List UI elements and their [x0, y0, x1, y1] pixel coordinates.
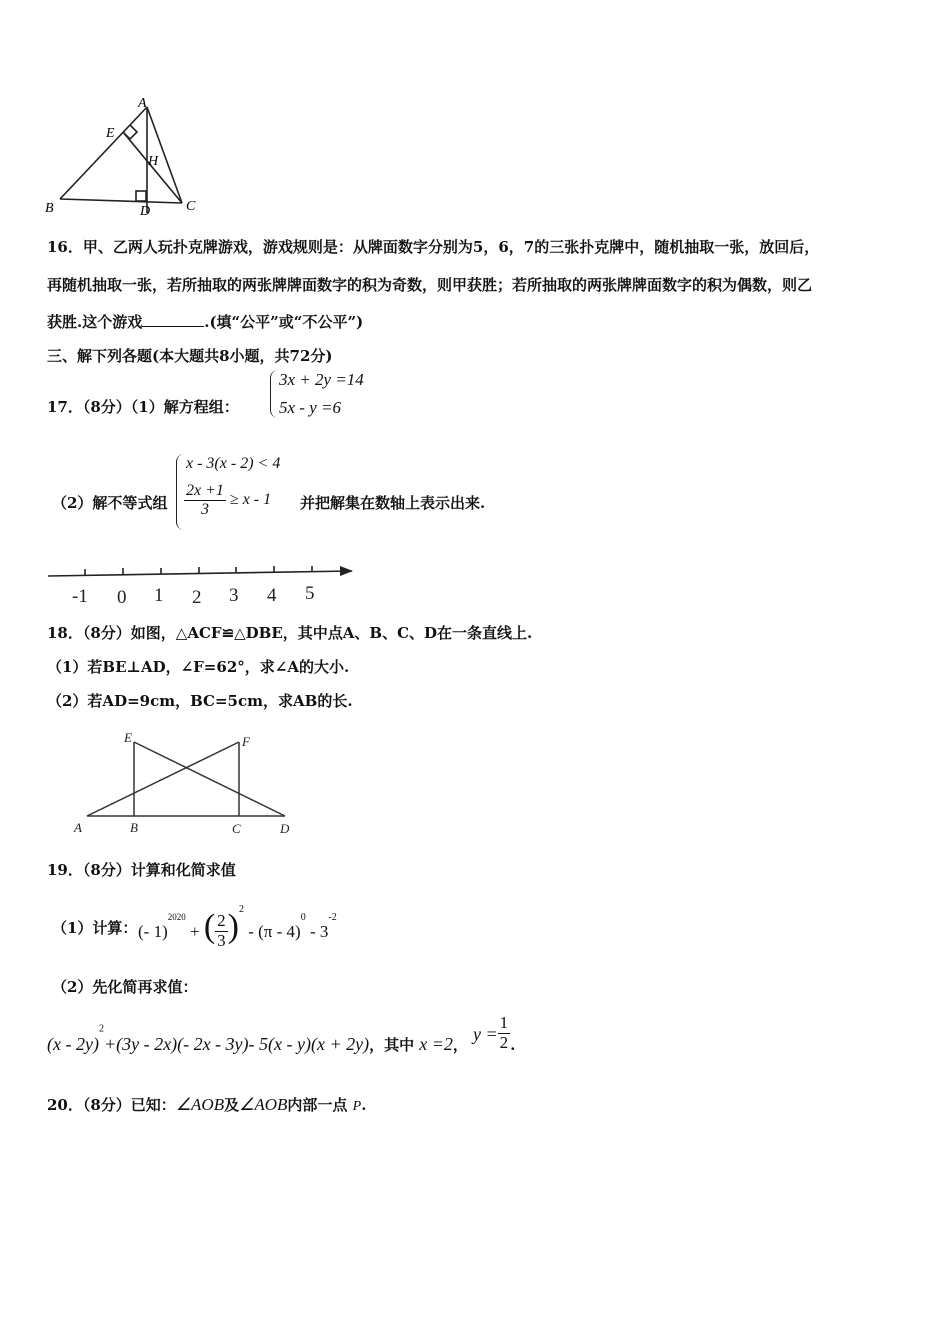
- congruent-triangles-figure: [70, 728, 305, 838]
- q20-angle2: ∠AOB: [239, 1095, 288, 1114]
- axis-label-3: 3: [229, 585, 239, 606]
- label-a: A: [74, 820, 82, 835]
- axis-label-1: 1: [154, 585, 164, 606]
- answer-blank: [142, 326, 204, 327]
- axis-label-0: 0: [117, 587, 127, 608]
- expr1-exp3: 0: [300, 912, 306, 924]
- expr2-comma: ，: [452, 1035, 468, 1054]
- q19-expression1: [138, 900, 337, 950]
- q20-d: .: [361, 1096, 367, 1114]
- label-d: D: [280, 821, 290, 836]
- expr2-ynum: 1: [499, 1013, 509, 1032]
- q16-line2: 再随机抽取一张，若所抽取的两张牌牌面数字的积为奇数，则甲获胜；若所抽取的两张牌牌面数字的积为偶数，则乙: [47, 276, 813, 294]
- ineq2-den: 3: [200, 500, 209, 518]
- ineq2-rhs: ≥ x - 1: [229, 490, 272, 508]
- ineq2-fraction: [184, 482, 226, 518]
- expr2-dot: .: [510, 1035, 516, 1054]
- q19-part2-label: （2）先化简再求值：: [52, 978, 198, 996]
- label-f: F: [242, 734, 250, 749]
- q20-c: 内部一点: [287, 1096, 348, 1114]
- ineq1: x - 3(x - 2) < 4: [186, 455, 281, 472]
- section-title: 三、解下列各题(本大题共8小题，共72分): [47, 347, 333, 365]
- expr2-a: (x - 2y): [47, 1033, 99, 1054]
- expr1-fden: 3: [217, 930, 226, 950]
- q17-part2-tail: 并把解集在数轴上表示出来.: [300, 494, 486, 512]
- expr2-a-exp: 2: [98, 1023, 104, 1035]
- axis-label-neg1: -1: [72, 586, 88, 607]
- triangle-altitude-figure: [40, 95, 210, 220]
- segment-ed: [134, 742, 285, 816]
- label-c: C: [186, 199, 196, 214]
- axis-label-4: 4: [267, 585, 277, 606]
- label-d: D: [140, 204, 151, 219]
- axis-label-2: 2: [192, 587, 202, 608]
- q18-stem: 18．（8分）如图，△ACF≌△DBE，其中点A、B、C、D在一条直线上.: [47, 624, 533, 642]
- expr1-end: - 3: [309, 922, 329, 941]
- axis-label-5: 5: [305, 583, 315, 604]
- q17-part2: （2）解不等式组: [52, 494, 168, 512]
- q19-part1-label: （1）计算：: [52, 919, 138, 937]
- q17-part1: 17．（8分）（1）解方程组：: [47, 398, 239, 416]
- q18-part1: （1）若BE⊥AD，∠F=62°，求∠A的大小.: [47, 658, 350, 676]
- expr1-paren-right: ): [227, 908, 239, 945]
- ineq2: [184, 482, 271, 518]
- expr1-exp: 2020: [167, 912, 186, 923]
- label-e: E: [124, 730, 132, 745]
- expr1-plus: +: [189, 922, 200, 941]
- eq2: 5x - y =6: [279, 398, 341, 417]
- expr2-y: y =: [472, 1023, 498, 1044]
- q19-expression2: [47, 1014, 515, 1052]
- q20: [47, 1094, 366, 1115]
- expr1-paren-left: (: [203, 908, 216, 945]
- expr1-exp4: -2: [328, 912, 337, 924]
- expr1-fraction: [215, 912, 228, 950]
- label-h: H: [148, 154, 159, 169]
- segment-af: [87, 742, 239, 816]
- expr2-yfrac: [498, 1014, 511, 1052]
- label-a: A: [138, 96, 147, 111]
- expr1-base: (- 1): [138, 922, 168, 941]
- expr2-where: ，其中: [369, 1035, 415, 1054]
- right-angle-d: [136, 191, 146, 201]
- label-c: C: [232, 821, 241, 836]
- q19-stem: 19．（8分）计算和化简求值: [47, 861, 236, 879]
- q20-angle1: ∠AOB: [175, 1095, 225, 1114]
- expr2-yden: 2: [499, 1032, 509, 1052]
- label-b: B: [130, 820, 138, 835]
- number-line: [40, 560, 370, 612]
- eq1: 3x + 2y =14: [279, 370, 364, 389]
- q18-part2: （2）若AD=9cm，BC=5cm，求AB的长.: [47, 692, 353, 710]
- q16-line3-text: 获胜.这个游戏: [47, 313, 143, 331]
- q16-line3-end: .(填“公平”或“不公平”): [204, 313, 364, 331]
- side-bc: [60, 199, 182, 203]
- q16-line1: 16．甲、乙两人玩扑克牌游戏，游戏规则是：从牌面数字分别为5，6，7的三张扑克牌中，随机抽取一张，放回后，: [47, 238, 820, 256]
- expr1-exp2: 2: [238, 904, 244, 916]
- expr1-fnum: 2: [217, 910, 226, 930]
- q20-a: 20．（8分）已知：: [47, 1096, 176, 1114]
- expr2-x: x =2: [419, 1033, 453, 1054]
- expr1-mid: - (π - 4): [248, 922, 301, 941]
- q20-p: P: [352, 1099, 362, 1114]
- q16-line3: [47, 311, 363, 332]
- ineq2-num: 2x +1: [186, 482, 224, 499]
- label-b: B: [45, 201, 54, 216]
- right-angle-e: [123, 125, 137, 139]
- q20-b: 及: [224, 1096, 240, 1114]
- expr2-b: +(3y - 2x)(- 2x - 3y)- 5(x - y)(x + 2y): [103, 1033, 370, 1054]
- label-e: E: [106, 126, 115, 141]
- side-ab: [60, 107, 147, 199]
